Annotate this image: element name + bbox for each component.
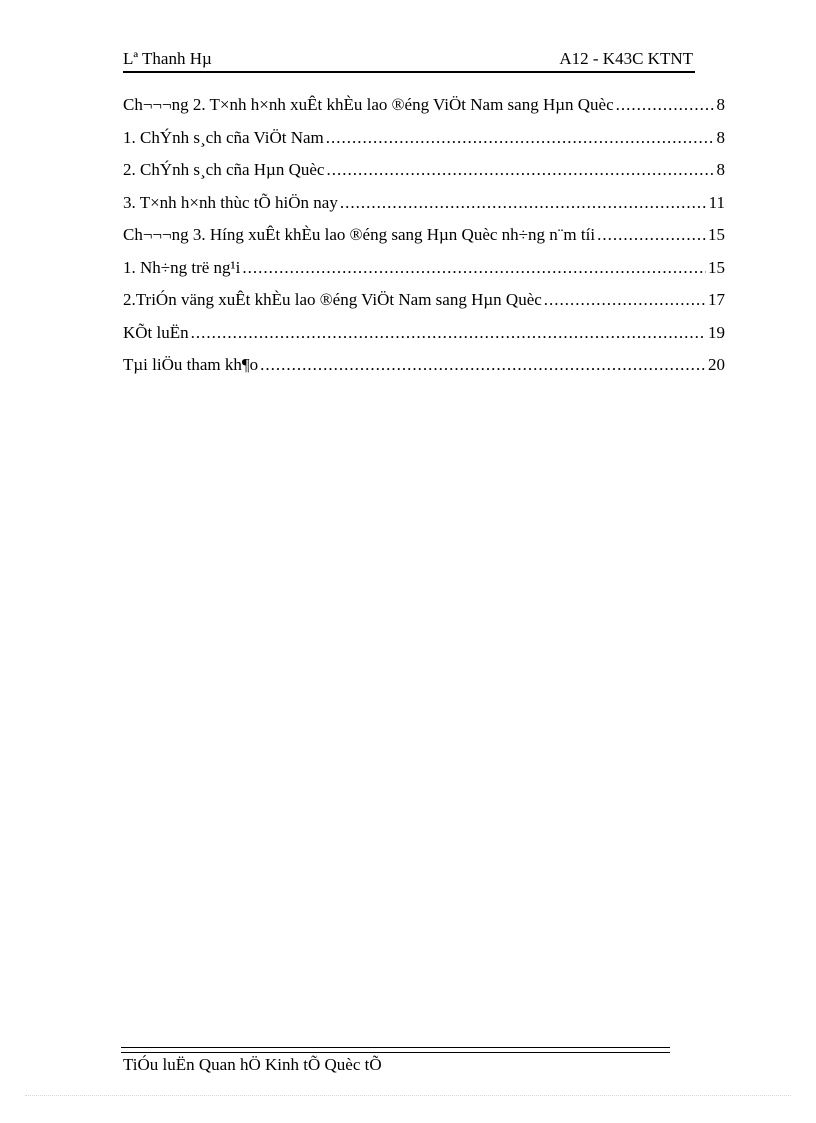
toc-entry[interactable] [123,193,725,226]
toc-entry-title: KÕt luËn [123,322,189,342]
table-of-contents [123,95,725,388]
toc-entry-title: 1. Nh÷ng trë ng¹i [123,257,241,277]
toc-entry-page: 8 [716,95,725,114]
toc-leader-dots [191,323,706,343]
page-bottom-divider [25,1095,791,1096]
toc-entry[interactable] [123,290,725,323]
footer-title: TiÓu luËn Quan hÖ Kinh tÕ Quèc tÕ [123,1055,382,1074]
toc-entry-page: 17 [708,290,725,309]
toc-leader-dots [326,128,715,148]
toc-entry[interactable] [123,95,725,128]
toc-entry-title: 1. ChÝnh s¸ch cña ViÖt Nam [123,127,324,147]
toc-entry-page: 8 [716,127,725,147]
toc-leader-dots [544,290,706,310]
toc-entry[interactable] [123,160,725,193]
toc-entry-title: 2. ChÝnh s¸ch cña Hµn Quèc [123,160,325,179]
toc-entry[interactable] [123,128,725,161]
toc-entry-page: 8 [716,160,725,179]
page-header [123,49,695,73]
toc-entry-page: 11 [708,192,725,212]
toc-entry-title: Ch¬¬¬ng 2. T×nh h×nh xuÊt khÈu lao ®éng ViÖt Nam sang Hµn Quèc [123,95,614,114]
toc-leader-dots [597,225,706,245]
toc-entry-title: Tµi liÖu tham kh¶o [123,355,259,374]
toc-leader-dots [326,160,714,180]
toc-leader-dots [616,95,715,115]
toc-entry-title: 2.TriÓn väng xuÊt khÈu lao ®éng ViÖt Nam sang Hµn Quèc [123,290,542,309]
toc-leader-dots [340,193,707,213]
toc-entry-page: 15 [708,225,725,244]
toc-entry[interactable] [123,323,725,356]
toc-entry[interactable] [123,355,725,388]
toc-entry-title: Ch¬¬¬ng 3. Híng xuÊt khÈu lao ®éng sang Hµn Quèc nh÷ng n¨m tíi [123,225,596,244]
header-author: Lª Thanh Hµ [123,49,212,68]
toc-entry-page: 20 [708,355,725,374]
toc-leader-dots [242,258,706,278]
header-class-code: A12 - K43C KTNT [559,49,693,68]
toc-leader-dots [260,355,706,375]
toc-entry-page: 19 [708,322,725,342]
toc-entry-page: 15 [708,257,725,277]
toc-entry[interactable] [123,225,725,258]
toc-entry-title: 3. T×nh h×nh thùc tÕ hiÖn nay [123,192,338,212]
footer-double-rule [121,1047,670,1053]
toc-entry[interactable] [123,258,725,291]
